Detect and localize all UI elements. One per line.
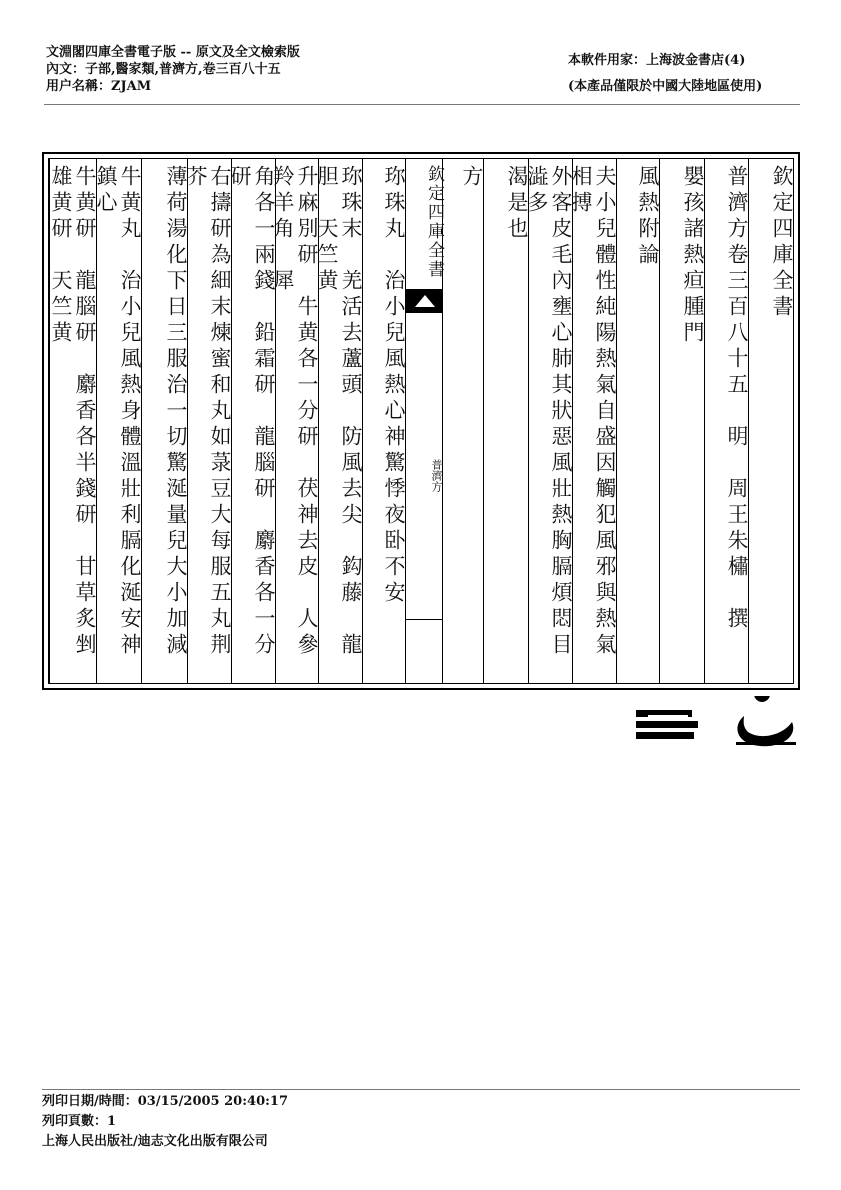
banner-subtitle: 普濟方 — [430, 459, 443, 492]
text-column-left-3 — [271, 159, 319, 685]
book-page-inner — [48, 158, 794, 684]
column-text: 升麻別研 牛黄各一分研 茯神去皮 人參 羚羊角 犀 — [271, 165, 319, 685]
text-column-right-6 — [525, 159, 573, 683]
text-column-left-4 — [228, 159, 276, 683]
text-column-right-4 — [616, 159, 660, 683]
header-region-note: (本產品僅限於中國大陸地區使用) — [568, 79, 763, 94]
footer-publisher: 上海人民出版社/迪志文化出版有限公司 — [42, 1134, 268, 1149]
column-text: 方 — [460, 165, 484, 191]
text-column-right-5 — [569, 159, 617, 683]
text-column-left-1 — [362, 159, 406, 683]
logo-mark-left — [636, 710, 698, 739]
column-text: 牛黄丸 治小兒風熱身體溫壯利膈化涎安神鎮心 — [94, 165, 142, 659]
publisher-logo — [632, 696, 802, 756]
column-text: 珎珠丸 治小兒風熱心神驚悸夜卧不安 — [382, 165, 406, 607]
column-text: 外客皮毛內壅心肺其狀惡風壯熱胸膈煩悶目澁多 — [525, 165, 573, 659]
header-licensee: 本軟件用家：上海波金書店(4) — [568, 53, 746, 68]
text-column-right-1 — [748, 159, 794, 683]
footer-print-pages: 列印頁數：1 — [42, 1114, 117, 1129]
header-content-path: 內文：子部,醫家類,普濟方,卷三百八十五 — [46, 62, 281, 77]
text-column-left-2 — [315, 159, 363, 683]
column-text: 珎珠末 羌活去蘆頭 防風去尖 鈎藤 龍胆 天竺黄 — [315, 165, 363, 659]
column-text: 夫小兒體性純陽熱氣自盛因觸犯風邪與熱氣相搏 — [569, 165, 617, 659]
center-banner — [405, 159, 443, 683]
footer-print-datetime: 列印日期/時間：03/15/2005 20:40:17 — [42, 1094, 289, 1109]
column-text: 渴是也 — [505, 165, 529, 243]
header-license — [568, 48, 762, 100]
text-column-left-8 — [49, 159, 97, 683]
column-text: 風熱附論 — [636, 165, 660, 269]
text-column-right-3 — [659, 159, 705, 683]
banner-fishtail-icon — [406, 289, 443, 313]
column-text: 牛黄研 龍腦研 麝香各半錢研 甘草炙剉 雄黄研 天竺黄 — [49, 165, 97, 685]
book-page-frame — [42, 152, 800, 690]
header-divider — [44, 104, 800, 105]
column-text: 普濟方卷三百八十五 明 周王朱橚 撰 — [725, 165, 749, 633]
banner-rule — [406, 619, 443, 620]
header-username: 用户名稱：ZJAM — [46, 79, 152, 94]
column-text: 薄荷湯化下日三服治一切驚涎量兒大小加減 — [164, 165, 188, 659]
column-text: 角各一兩錢 鉛霜研 龍腦研 麝香各一分研 — [228, 165, 276, 659]
footer-divider — [42, 1089, 800, 1090]
text-column-left-6 — [141, 159, 188, 683]
footer-info — [42, 1092, 288, 1152]
text-column-right-8 — [442, 159, 484, 683]
banner-title: 欽定四庫全書 — [424, 165, 444, 279]
column-text: 欽定四庫全書 — [770, 165, 794, 321]
text-column-right-2 — [704, 159, 749, 683]
text-column-left-7 — [96, 159, 142, 683]
header-info — [46, 44, 300, 95]
banner-inner — [406, 159, 443, 683]
header-title: 文淵閣四庫全書電子版 -- 原文及全文檢索版 — [46, 45, 300, 60]
text-column-left-5 — [184, 159, 232, 683]
logo-mark-right — [736, 696, 796, 746]
column-text: 嬰孩諸熱疸腫門 — [681, 165, 705, 347]
text-column-right-7 — [483, 159, 529, 683]
column-text: 右擣研為細末煉蜜和丸如菉豆大每服五丸荆芥 — [184, 165, 232, 659]
